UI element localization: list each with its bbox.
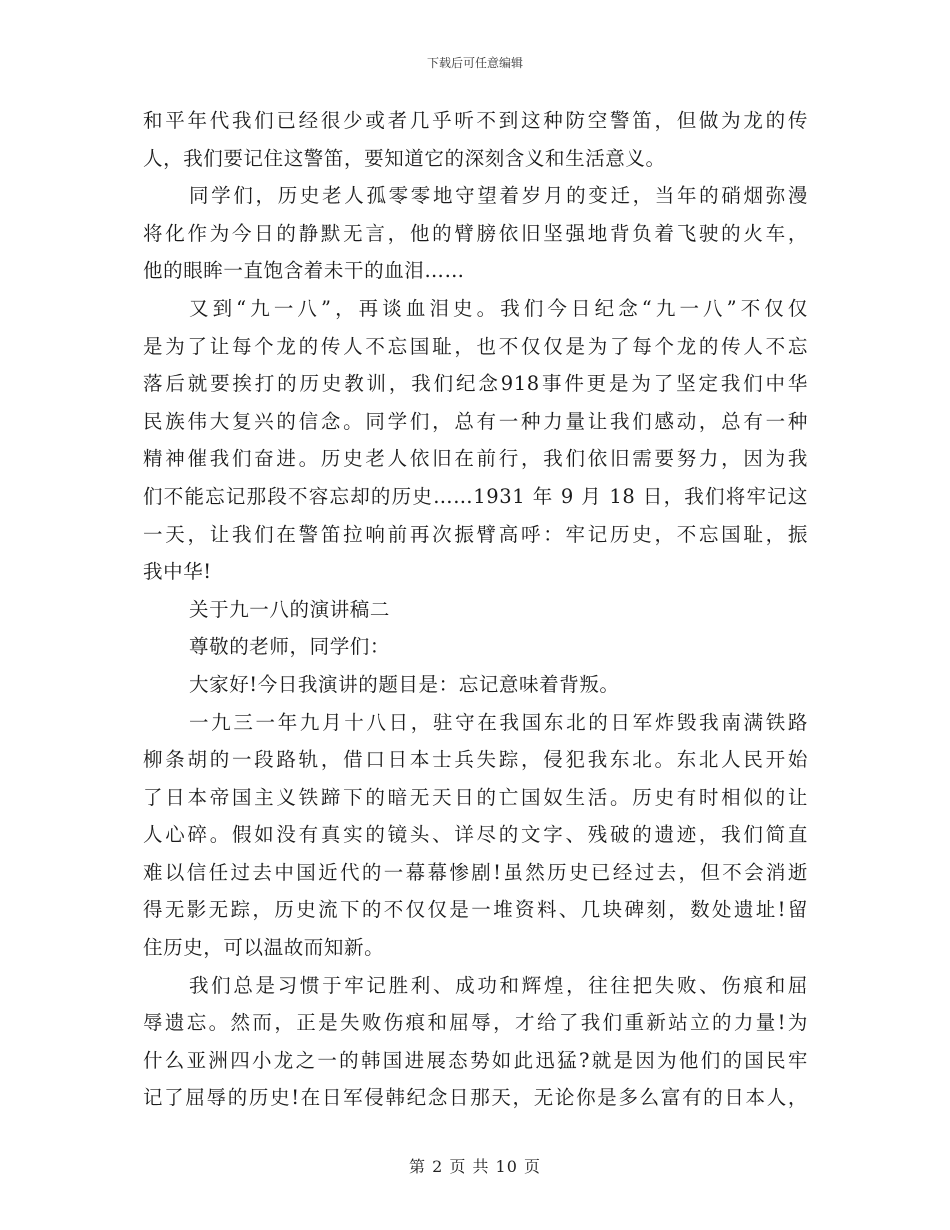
text-line: 和平年代我们已经很少或者几乎听不到这种防空警笛，但做为龙的传 — [143, 109, 808, 132]
text-line: 落后就要挨打的历史教训，我们纪念918事件更是为了坚定我们中华 — [143, 372, 808, 396]
text-line: 们不能忘记那段不容忘却的历史……1931 年 9 月 18 日，我们将牢记这 — [143, 484, 808, 508]
text-line: 什么亚洲四小龙之一的韩国进展态势如此迅猛?就是因为他们的国民牢 — [143, 1048, 808, 1072]
text-line: 记了屈辱的历史!在日军侵韩纪念日那天，无论你是多么富有的日本人， — [143, 1086, 808, 1110]
text-line: 难以信任过去中国近代的一幕幕惨剧!虽然历史已经过去，但不会消逝 — [143, 860, 808, 884]
page-header: 下载后可任意编辑 — [426, 56, 523, 70]
document-body — [143, 102, 808, 1117]
text-line: 我中华! — [143, 560, 212, 584]
text-line: 辱遗忘。然而，正是失败伤痕和屈辱，才给了我们重新站立的力量!为 — [143, 1011, 808, 1035]
text-line: 一九三一年九月十八日，驻守在我国东北的日军炸毁我南满铁路 — [189, 710, 808, 734]
page-footer: 第 2 页 共 10 页 — [409, 1157, 541, 1176]
text-line: 是为了让每个龙的传人不忘国耻，也不仅仅是为了每个龙的传人不忘 — [143, 334, 808, 358]
text-line: 又到“九一八”，再谈血泪史。我们今日纪念“九一八”不仅仅 — [189, 296, 808, 320]
text-line: 将化作为今日的静默无言，他的臂膀依旧坚强地背负着飞驶的火车， — [143, 221, 808, 245]
text-line: 住历史，可以温故而知新。 — [143, 936, 385, 960]
text-line: 精神催我们奋进。历史老人依旧在前行，我们依旧需要努力，因为我 — [143, 447, 808, 471]
text-line: 得无影无踪，历史流下的不仅仅是一堆资料、几块碑刻，数处遗址!留 — [143, 898, 808, 922]
text-line: 他的眼眸一直饱含着未干的血泪…… — [143, 259, 465, 283]
text-line: 人，我们要记住这警笛，要知道它的深刻含义和生活意义。 — [143, 146, 666, 170]
text-line: 了日本帝国主义铁蹄下的暗无天日的亡国奴生活。历史有时相似的让 — [143, 785, 808, 809]
text-line: 一天，让我们在警笛拉响前再次振臂高呼：牢记历史，不忘国耻，振 — [143, 522, 808, 546]
text-line: 民族伟大复兴的信念。同学们，总有一种力量让我们感动，总有一种 — [143, 409, 808, 433]
text-line: 大家好!今日我演讲的题目是：忘记意味着背叛。 — [189, 672, 620, 696]
text-line: 人心碎。假如没有真实的镜头、详尽的文字、残破的遗迹，我们简直 — [143, 823, 808, 847]
text-line: 尊敬的老师，同学们： — [189, 635, 391, 659]
text-line: 柳条胡的一段路轨，借口日本士兵失踪，侵犯我东北。东北人民开始 — [143, 748, 808, 772]
text-line: 我们总是习惯于牢记胜利、成功和辉煌，往往把失败、伤痕和屈 — [189, 973, 808, 997]
text-line: 同学们，历史老人孤零零地守望着岁月的变迁，当年的硝烟弥漫 — [189, 184, 808, 208]
text-line: 关于九一八的演讲稿二 — [189, 597, 391, 621]
